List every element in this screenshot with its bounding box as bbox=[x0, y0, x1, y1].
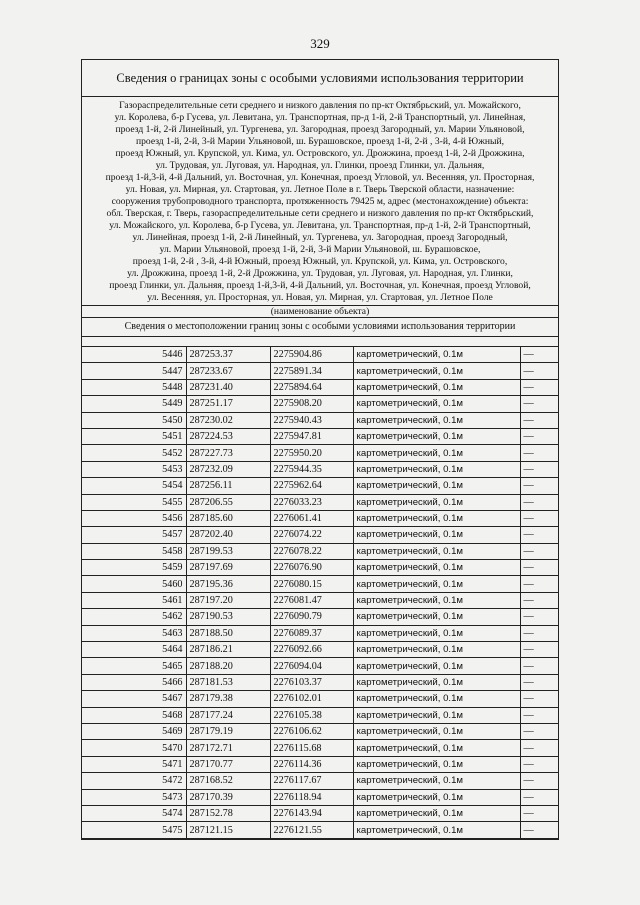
y-coordinate: 2275940.43 bbox=[270, 412, 353, 428]
x-coordinate: 287195.36 bbox=[186, 576, 270, 592]
point-description: — bbox=[520, 674, 558, 690]
determination-method: картометрический, 0.1м bbox=[353, 478, 520, 494]
x-coordinate: 287230.02 bbox=[186, 412, 270, 428]
table-row bbox=[82, 445, 558, 461]
point-description: — bbox=[520, 822, 558, 838]
determination-method: картометрический, 0.1м bbox=[353, 379, 520, 395]
table-row bbox=[82, 789, 558, 805]
point-description: — bbox=[520, 478, 558, 494]
y-coordinate: 2275944.35 bbox=[270, 461, 353, 477]
y-coordinate: 2276117.67 bbox=[270, 773, 353, 789]
x-coordinate: 287253.37 bbox=[186, 347, 270, 363]
point-description: — bbox=[520, 560, 558, 576]
point-description: — bbox=[520, 658, 558, 674]
determination-method: картометрический, 0.1м bbox=[353, 592, 520, 608]
y-coordinate: 2276102.01 bbox=[270, 691, 353, 707]
x-coordinate: 287232.09 bbox=[186, 461, 270, 477]
point-description: — bbox=[520, 527, 558, 543]
point-number: 5464 bbox=[82, 642, 186, 658]
determination-method: картометрический, 0.1м bbox=[353, 691, 520, 707]
y-coordinate: 2276143.94 bbox=[270, 805, 353, 821]
determination-method: картометрический, 0.1м bbox=[353, 609, 520, 625]
table-row bbox=[82, 642, 558, 658]
point-number: 5455 bbox=[82, 494, 186, 510]
x-coordinate: 287186.21 bbox=[186, 642, 270, 658]
determination-method: картометрический, 0.1м bbox=[353, 756, 520, 772]
object-description bbox=[82, 97, 558, 306]
point-number: 5469 bbox=[82, 723, 186, 739]
x-coordinate: 287179.38 bbox=[186, 691, 270, 707]
x-coordinate: 287256.11 bbox=[186, 478, 270, 494]
point-number: 5454 bbox=[82, 478, 186, 494]
y-coordinate: 2276090.79 bbox=[270, 609, 353, 625]
point-number: 5458 bbox=[82, 543, 186, 559]
point-description: — bbox=[520, 428, 558, 444]
y-coordinate: 2276094.04 bbox=[270, 658, 353, 674]
point-number: 5462 bbox=[82, 609, 186, 625]
point-description: — bbox=[520, 379, 558, 395]
x-coordinate: 287181.53 bbox=[186, 674, 270, 690]
point-description: — bbox=[520, 691, 558, 707]
table-row bbox=[82, 478, 558, 494]
point-description: — bbox=[520, 461, 558, 477]
point-description: — bbox=[520, 363, 558, 379]
x-coordinate: 287185.60 bbox=[186, 510, 270, 526]
determination-method: картометрический, 0.1м bbox=[353, 707, 520, 723]
point-number: 5448 bbox=[82, 379, 186, 395]
determination-method: картометрический, 0.1м bbox=[353, 543, 520, 559]
table-row bbox=[82, 428, 558, 444]
y-coordinate: 2276103.37 bbox=[270, 674, 353, 690]
determination-method: картометрический, 0.1м bbox=[353, 494, 520, 510]
table-row bbox=[82, 674, 558, 690]
table-row bbox=[82, 723, 558, 739]
table-row bbox=[82, 822, 558, 838]
determination-method: картометрический, 0.1м bbox=[353, 789, 520, 805]
point-description: — bbox=[520, 576, 558, 592]
table-row bbox=[82, 805, 558, 821]
x-coordinate: 287152.78 bbox=[186, 805, 270, 821]
determination-method: картометрический, 0.1м bbox=[353, 396, 520, 412]
coordinates-table bbox=[82, 346, 558, 839]
point-number: 5467 bbox=[82, 691, 186, 707]
table-row bbox=[82, 363, 558, 379]
point-description: — bbox=[520, 412, 558, 428]
description-line: проезд Глинки, ул. Дальняя, проезд 1-й,3-й, 4-й Дальний, ул. Восточная, ул. Конечная, проезд Угловой, bbox=[109, 280, 531, 291]
x-coordinate: 287231.40 bbox=[186, 379, 270, 395]
description-line: ул. Трудовая, ул. Луговая, ул. Народная, ул. Глинки, проезд Глинки, ул. Дальняя, bbox=[155, 160, 485, 171]
point-description: — bbox=[520, 773, 558, 789]
x-coordinate: 287197.20 bbox=[186, 592, 270, 608]
determination-method: картометрический, 0.1м bbox=[353, 445, 520, 461]
y-coordinate: 2275950.20 bbox=[270, 445, 353, 461]
y-coordinate: 2276114.36 bbox=[270, 756, 353, 772]
point-description: — bbox=[520, 740, 558, 756]
point-number: 5449 bbox=[82, 396, 186, 412]
page-number: 329 bbox=[310, 36, 330, 51]
table-row bbox=[82, 379, 558, 395]
description-line: проезд 1-й,3-й, 4-й Дальний, ул. Восточная, ул. Конечная, проезд Угловой, ул. Весенняя, ул. Просторная, bbox=[105, 172, 535, 183]
determination-method: картометрический, 0.1м bbox=[353, 822, 520, 838]
determination-method: картометрический, 0.1м bbox=[353, 576, 520, 592]
x-coordinate: 287197.69 bbox=[186, 560, 270, 576]
x-coordinate: 287188.50 bbox=[186, 625, 270, 641]
table-row bbox=[82, 560, 558, 576]
description-line: проезд 1-й, 2-й, 3-й Марии Ульяновой, ш. Бурашовское, проезд 1-й, 2-й , 3-й, 4-й Южный, bbox=[135, 136, 505, 147]
point-description: — bbox=[520, 494, 558, 510]
table-row bbox=[82, 707, 558, 723]
description-line: сооружения трубопроводного транспорта, протяженность 79425 м, адрес (местонахождение) объекта: bbox=[111, 196, 529, 207]
point-number: 5466 bbox=[82, 674, 186, 690]
table-row bbox=[82, 658, 558, 674]
x-coordinate: 287224.53 bbox=[186, 428, 270, 444]
point-description: — bbox=[520, 592, 558, 608]
determination-method: картометрический, 0.1м bbox=[353, 773, 520, 789]
point-description: — bbox=[520, 756, 558, 772]
point-number: 5472 bbox=[82, 773, 186, 789]
point-number: 5460 bbox=[82, 576, 186, 592]
x-coordinate: 287206.55 bbox=[186, 494, 270, 510]
point-description: — bbox=[520, 510, 558, 526]
description-line: проезд 1-й, 2-й Линейный, ул. Тургенева, ул. Загородная, проезд Загородный, ул. Марии Ульяновой, bbox=[115, 124, 525, 135]
determination-method: картометрический, 0.1м bbox=[353, 723, 520, 739]
object-name-label: (наименование объекта) bbox=[82, 306, 558, 318]
determination-method: картометрический, 0.1м bbox=[353, 428, 520, 444]
y-coordinate: 2276092.66 bbox=[270, 642, 353, 658]
table-row bbox=[82, 592, 558, 608]
determination-method: картометрический, 0.1м bbox=[353, 560, 520, 576]
determination-method: картометрический, 0.1м bbox=[353, 740, 520, 756]
table-row bbox=[82, 576, 558, 592]
description-line: ул. Королева, б-р Гусева, ул. Левитана, ул. Транспортная, пр-д 1-й, 2-й Транспортный, ул. Линейная, bbox=[114, 112, 526, 123]
point-description: — bbox=[520, 347, 558, 363]
y-coordinate: 2275904.86 bbox=[270, 347, 353, 363]
y-coordinate: 2276118.94 bbox=[270, 789, 353, 805]
determination-method: картометрический, 0.1м bbox=[353, 658, 520, 674]
determination-method: картометрический, 0.1м bbox=[353, 527, 520, 543]
point-description: — bbox=[520, 625, 558, 641]
point-number: 5474 bbox=[82, 805, 186, 821]
x-coordinate: 287202.40 bbox=[186, 527, 270, 543]
description-line: обл. Тверская, г. Тверь, газораспределительные сети среднего и низкого давления по пр-кт Октябрьский, bbox=[106, 208, 534, 219]
point-description: — bbox=[520, 543, 558, 559]
table-row bbox=[82, 740, 558, 756]
point-description: — bbox=[520, 445, 558, 461]
table-row bbox=[82, 527, 558, 543]
point-description: — bbox=[520, 642, 558, 658]
y-coordinate: 2276106.62 bbox=[270, 723, 353, 739]
point-number: 5459 bbox=[82, 560, 186, 576]
point-number: 5465 bbox=[82, 658, 186, 674]
y-coordinate: 2276080.15 bbox=[270, 576, 353, 592]
point-description: — bbox=[520, 789, 558, 805]
description-line: ул. Линейная, проезд 1-й, 2-й Линейный, ул. Тургенева, ул. Загородная, проезд Загородный, bbox=[132, 232, 508, 243]
y-coordinate: 2276089.37 bbox=[270, 625, 353, 641]
description-line: проезд Южный, ул. Крупской, ул. Кима, ул. Островского, ул. Дрожжина, проезд 1-й, 2-й Дрожжина, bbox=[115, 148, 525, 159]
x-coordinate: 287188.20 bbox=[186, 658, 270, 674]
y-coordinate: 2276121.55 bbox=[270, 822, 353, 838]
table-row bbox=[82, 756, 558, 772]
point-description: — bbox=[520, 609, 558, 625]
x-coordinate: 287179.19 bbox=[186, 723, 270, 739]
x-coordinate: 287168.52 bbox=[186, 773, 270, 789]
table-row bbox=[82, 691, 558, 707]
point-number: 5451 bbox=[82, 428, 186, 444]
y-coordinate: 2275908.20 bbox=[270, 396, 353, 412]
y-coordinate: 2276081.47 bbox=[270, 592, 353, 608]
point-number: 5457 bbox=[82, 527, 186, 543]
determination-method: картометрический, 0.1м bbox=[353, 347, 520, 363]
y-coordinate: 2275891.34 bbox=[270, 363, 353, 379]
point-number: 5473 bbox=[82, 789, 186, 805]
y-coordinate: 2276061.41 bbox=[270, 510, 353, 526]
y-coordinate: 2276076.90 bbox=[270, 560, 353, 576]
point-description: — bbox=[520, 805, 558, 821]
determination-method: картометрический, 0.1м bbox=[353, 412, 520, 428]
location-heading: Сведения о местоположении границ зоны с особыми условиями использования территории bbox=[124, 321, 516, 332]
point-number: 5452 bbox=[82, 445, 186, 461]
point-number: 5475 bbox=[82, 822, 186, 838]
y-coordinate: 2275947.81 bbox=[270, 428, 353, 444]
table-spacer bbox=[82, 336, 558, 346]
point-number: 5450 bbox=[82, 412, 186, 428]
table-row bbox=[82, 773, 558, 789]
point-description: — bbox=[520, 707, 558, 723]
table-row bbox=[82, 494, 558, 510]
table-row bbox=[82, 396, 558, 412]
point-description: — bbox=[520, 396, 558, 412]
point-number: 5446 bbox=[82, 347, 186, 363]
description-line: ул. Дрожжина, проезд 1-й, 2-й Дрожжина, ул. Трудовая, ул. Луговая, ул. Народная, ул. Глинки, bbox=[127, 268, 513, 279]
description-line: ул. Новая, ул. Мирная, ул. Стартовая, ул. Летное Поле в г. Тверь Тверской области, назначение: bbox=[125, 184, 515, 195]
determination-method: картометрический, 0.1м bbox=[353, 461, 520, 477]
point-number: 5456 bbox=[82, 510, 186, 526]
point-description: — bbox=[520, 723, 558, 739]
table-row bbox=[82, 412, 558, 428]
point-number: 5468 bbox=[82, 707, 186, 723]
x-coordinate: 287172.71 bbox=[186, 740, 270, 756]
description-line: проезд 1-й, 2-й , 3-й, 4-й Южный, проезд Южный, ул. Крупской, ул. Кима, ул. Островского, bbox=[132, 256, 508, 267]
x-coordinate: 287233.67 bbox=[186, 363, 270, 379]
determination-method: картометрический, 0.1м bbox=[353, 674, 520, 690]
table-row bbox=[82, 625, 558, 641]
form-title: Сведения о границах зоны с особыми условиями использования территории bbox=[82, 60, 558, 97]
point-number: 5453 bbox=[82, 461, 186, 477]
x-coordinate: 287170.39 bbox=[186, 789, 270, 805]
point-number: 5470 bbox=[82, 740, 186, 756]
point-number: 5471 bbox=[82, 756, 186, 772]
table-row bbox=[82, 347, 558, 363]
zone-boundaries-form bbox=[81, 59, 559, 840]
determination-method: картометрический, 0.1м bbox=[353, 642, 520, 658]
y-coordinate: 2276105.38 bbox=[270, 707, 353, 723]
point-number: 5461 bbox=[82, 592, 186, 608]
x-coordinate: 287121.15 bbox=[186, 822, 270, 838]
y-coordinate: 2276033.23 bbox=[270, 494, 353, 510]
x-coordinate: 287227.73 bbox=[186, 445, 270, 461]
y-coordinate: 2276078.22 bbox=[270, 543, 353, 559]
x-coordinate: 287170.77 bbox=[186, 756, 270, 772]
table-row bbox=[82, 543, 558, 559]
x-coordinate: 287190.53 bbox=[186, 609, 270, 625]
determination-method: картометрический, 0.1м bbox=[353, 510, 520, 526]
description-line: ул. Марии Ульяновой, проезд 1-й, 2-й, 3-й Марии Ульяновой, ш. Бурашовское, bbox=[159, 244, 481, 255]
determination-method: картометрический, 0.1м bbox=[353, 805, 520, 821]
point-number: 5447 bbox=[82, 363, 186, 379]
description-line: ул. Весенняя, ул. Просторная, ул. Новая, ул. Мирная, ул. Стартовая, ул. Летное Поле bbox=[147, 292, 493, 303]
determination-method: картометрический, 0.1м bbox=[353, 363, 520, 379]
table-row bbox=[82, 510, 558, 526]
table-row bbox=[82, 609, 558, 625]
y-coordinate: 2275894.64 bbox=[270, 379, 353, 395]
y-coordinate: 2276115.68 bbox=[270, 740, 353, 756]
x-coordinate: 287199.53 bbox=[186, 543, 270, 559]
point-number: 5463 bbox=[82, 625, 186, 641]
description-line: Газораспределительные сети среднего и низкого давления по пр-кт Октябрьский, ул. Можайского, bbox=[119, 100, 521, 111]
table-row bbox=[82, 461, 558, 477]
x-coordinate: 287251.17 bbox=[186, 396, 270, 412]
determination-method: картометрический, 0.1м bbox=[353, 625, 520, 641]
description-line: ул. Можайского, ул. Королева, б-р Гусева, ул. Левитана, ул. Транспортная, пр-д 1-й, 2-й Транспортный, bbox=[109, 220, 531, 231]
x-coordinate: 287177.24 bbox=[186, 707, 270, 723]
y-coordinate: 2275962.64 bbox=[270, 478, 353, 494]
y-coordinate: 2276074.22 bbox=[270, 527, 353, 543]
